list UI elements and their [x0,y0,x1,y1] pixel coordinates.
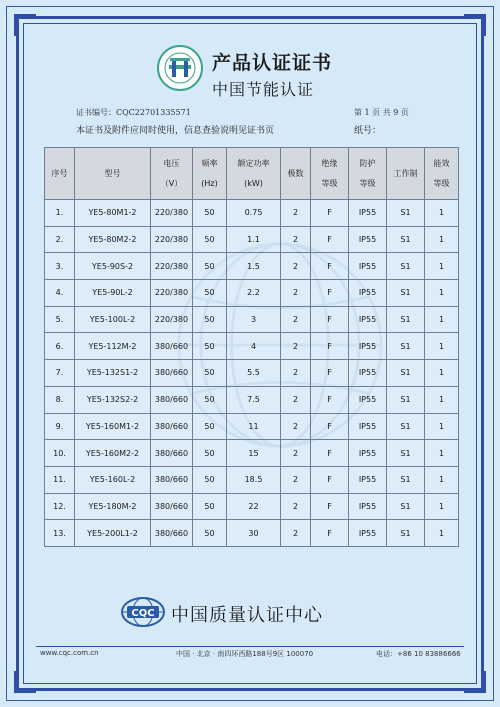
table-cell: F [311,466,349,493]
table-cell: 2 [281,413,311,440]
table-cell: S1 [387,306,425,333]
table-cell: 50 [193,306,227,333]
table-cell: F [311,386,349,413]
table-cell: IP55 [349,333,387,360]
table-cell: 380/660 [151,386,193,413]
paper-number-label: 纸号： [354,126,382,136]
header-cell: 型号 [75,148,151,200]
table-cell: 2 [281,360,311,387]
table-cell: F [311,280,349,307]
table-cell: S1 [387,200,425,227]
table-cell: 10. [45,440,75,467]
table-cell: IP55 [349,253,387,280]
table-cell: 50 [193,413,227,440]
table-cell: 7.5 [227,386,281,413]
table-cell: 9. [45,413,75,440]
table-cell: F [311,306,349,333]
table-cell: 220/380 [151,200,193,227]
header-cell: 额定功率 (kW) [227,148,281,200]
table-cell: S1 [387,493,425,520]
table-cell: F [311,520,349,547]
table-cell: YE5-90L-2 [75,280,151,307]
org-name: 中国质量认证中心 [171,605,323,626]
table-cell: YE5-200L1-2 [75,520,151,547]
corner-ornament [464,671,486,693]
table-cell: 1 [425,226,459,253]
table-row [45,466,459,493]
table-cell: 1 [425,466,459,493]
table-cell: F [311,333,349,360]
table-cell: 50 [193,386,227,413]
table-cell: 6. [45,333,75,360]
table-cell: 2 [281,280,311,307]
table-cell: 50 [193,280,227,307]
table-cell: S1 [387,226,425,253]
table-cell: YE5-132S2-2 [75,386,151,413]
table-cell: 2 [281,386,311,413]
footer-telephone: 电话：+86 10 83886666 [376,650,461,658]
table-cell: 3 [227,306,281,333]
table-cell: 50 [193,360,227,387]
table-header-row [45,148,459,200]
table-cell: 220/380 [151,306,193,333]
table-cell: YE5-100L-2 [75,306,151,333]
table-body [45,200,459,547]
table-cell: YE5-132S1-2 [75,360,151,387]
certificate-number: 证书编号：CQC22701335571 [76,108,191,117]
table-cell: F [311,493,349,520]
table-cell: IP55 [349,360,387,387]
table-cell: 1 [425,360,459,387]
table-cell: 0.75 [227,200,281,227]
table-cell: 2 [281,333,311,360]
certificate-title: 产品认证证书 [212,52,333,74]
table-cell: YE5-80M2-2 [75,226,151,253]
table-row [45,413,459,440]
table-cell: 1 [425,520,459,547]
table-row [45,386,459,413]
table-cell: 380/660 [151,440,193,467]
table-cell: F [311,413,349,440]
table-cell: 50 [193,333,227,360]
table-cell: 5. [45,306,75,333]
cqc-logo-text: CQC [131,608,155,619]
energy-certification-seal-icon [157,45,203,91]
table-cell: 1 [425,253,459,280]
table-cell: 1 [425,386,459,413]
table-cell: 1 [425,306,459,333]
table-cell: 50 [193,520,227,547]
table-cell: YE5-90S-2 [75,253,151,280]
table-cell: 2 [281,440,311,467]
certificate-subtitle: 中国节能认证 [212,80,315,99]
table-row [45,280,459,307]
table-cell: 380/660 [151,466,193,493]
table-cell: S1 [387,333,425,360]
table-cell: 30 [227,520,281,547]
table-cell: S1 [387,360,425,387]
table-cell: 3. [45,253,75,280]
table-cell: 50 [193,493,227,520]
header-cell: 防护 等级 [349,148,387,200]
footer-website: www.cqc.com.cn [40,649,99,657]
table-row [45,440,459,467]
table-cell: F [311,440,349,467]
table-cell: IP55 [349,520,387,547]
table-cell: 1.1 [227,226,281,253]
table-cell: 50 [193,200,227,227]
table-cell: 1 [425,493,459,520]
table-cell: 1 [425,413,459,440]
table-cell: 1 [425,333,459,360]
table-row [45,200,459,227]
table-cell: S1 [387,280,425,307]
table-cell: 220/380 [151,280,193,307]
table-cell: YE5-160L-2 [75,466,151,493]
product-table [44,147,459,547]
table-cell: 220/380 [151,226,193,253]
table-cell: IP55 [349,493,387,520]
table-cell: 18.5 [227,466,281,493]
table-cell: F [311,360,349,387]
table-cell: 5.5 [227,360,281,387]
table-cell: IP55 [349,306,387,333]
table-cell: 50 [193,466,227,493]
table-cell: 13. [45,520,75,547]
table-cell: 1.5 [227,253,281,280]
table-row [45,520,459,547]
table-cell: 4 [227,333,281,360]
table-cell: 1 [425,200,459,227]
table-cell: 220/380 [151,253,193,280]
cqc-globe-logo-icon [120,597,166,627]
corner-ornament [14,14,36,36]
table-cell: F [311,253,349,280]
table-cell: S1 [387,520,425,547]
page-info: 第 1 页 共 9 页 [354,108,409,117]
footer-divider [36,646,464,647]
table-cell: 11 [227,413,281,440]
table-cell: 2 [281,226,311,253]
table-cell: S1 [387,440,425,467]
table-cell: YE5-112M-2 [75,333,151,360]
table-cell: 2 [281,253,311,280]
table-cell: F [311,226,349,253]
table-cell: 380/660 [151,520,193,547]
header-cell: 工作制 [387,148,425,200]
header-cell: 频率 (Hz) [193,148,227,200]
header-cell: 极数 [281,148,311,200]
table-cell: 380/660 [151,413,193,440]
table-cell: 8. [45,386,75,413]
table-cell: 2.2 [227,280,281,307]
table-cell: S1 [387,466,425,493]
table-cell: YE5-80M1-2 [75,200,151,227]
header-cell: 电压 （V） [151,148,193,200]
table-cell: 380/660 [151,360,193,387]
table-cell: IP55 [349,440,387,467]
table-cell: 1 [425,280,459,307]
table-row [45,493,459,520]
usage-note: 本证书及附件应同时使用，信息查验说明见证书页 [76,126,275,136]
table-cell: 380/660 [151,333,193,360]
header-cell: 能效 等级 [425,148,459,200]
table-cell: 2 [281,200,311,227]
table-cell: 50 [193,226,227,253]
header-cell: 序号 [45,148,75,200]
table-cell: IP55 [349,413,387,440]
header-cell: 绝缘 等级 [311,148,349,200]
table-row [45,306,459,333]
table-cell: 1. [45,200,75,227]
corner-ornament [464,14,486,36]
table-row [45,253,459,280]
table-cell: 50 [193,440,227,467]
table-row [45,360,459,387]
table-cell: 380/660 [151,493,193,520]
table-cell: 22 [227,493,281,520]
table-cell: 50 [193,253,227,280]
table-cell: 4. [45,280,75,307]
table-cell: YE5-180M-2 [75,493,151,520]
table-cell: S1 [387,386,425,413]
table-cell: 15 [227,440,281,467]
table-cell: F [311,200,349,227]
table-cell: 2 [281,466,311,493]
table-cell: IP55 [349,466,387,493]
table-row [45,333,459,360]
table-cell: IP55 [349,200,387,227]
table-cell: 7. [45,360,75,387]
table-cell: S1 [387,413,425,440]
table-cell: 2 [281,306,311,333]
table-cell: IP55 [349,386,387,413]
table-cell: 11. [45,466,75,493]
table-cell: 2 [281,493,311,520]
table-row [45,226,459,253]
table-cell: IP55 [349,280,387,307]
table-cell: IP55 [349,226,387,253]
table-cell: 1 [425,440,459,467]
table-cell: 12. [45,493,75,520]
footer-address: 中国 · 北京 · 南四环西路188号9区 100070 [176,650,314,658]
table-cell: YE5-160M2-2 [75,440,151,467]
table-cell: 2. [45,226,75,253]
table-cell: S1 [387,253,425,280]
table-cell: 2 [281,520,311,547]
table-cell: YE5-160M1-2 [75,413,151,440]
corner-ornament [14,671,36,693]
